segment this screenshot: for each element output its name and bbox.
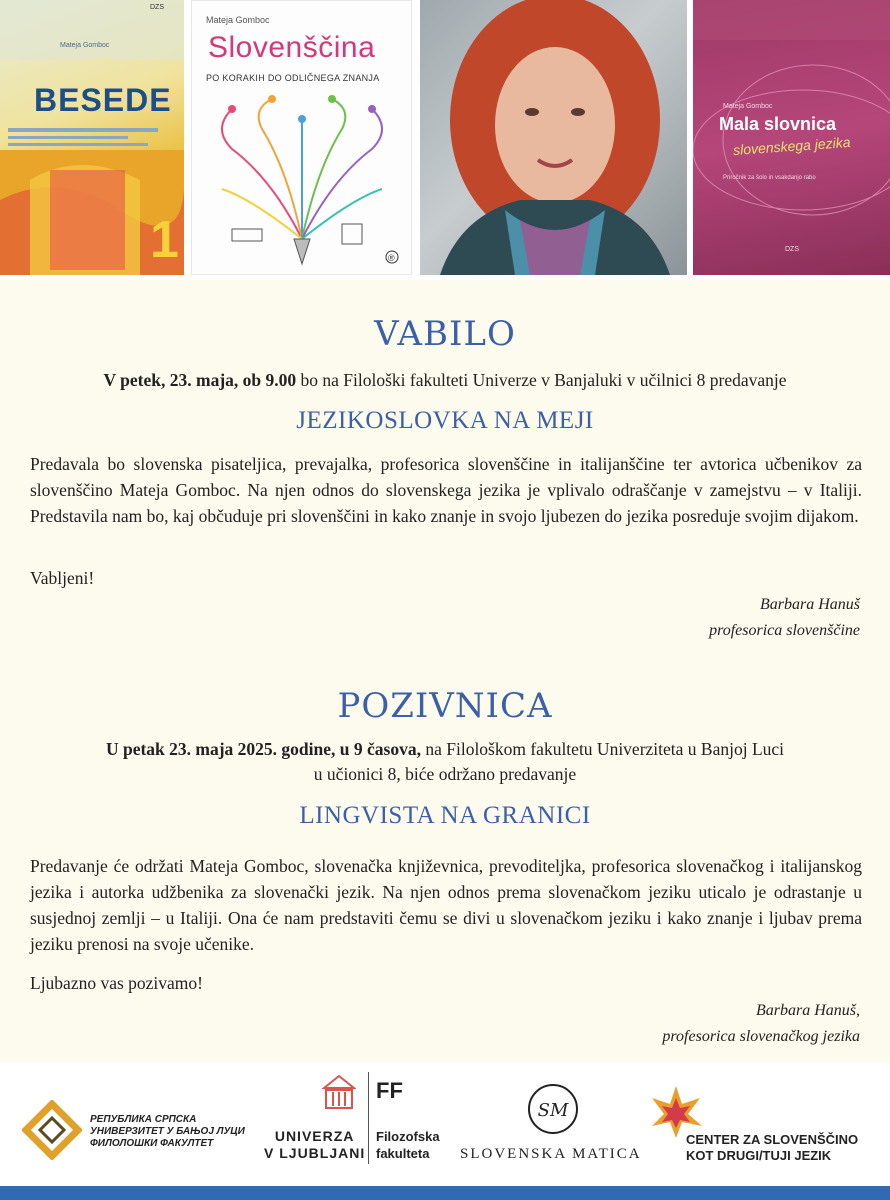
partner-logos-footer <box>0 1062 890 1186</box>
slovenscina-title: Slovenščina <box>208 31 376 64</box>
pozivnica-lecture-title: LINGVISTA NA GRANICI <box>299 802 591 829</box>
mala-slovnica-publisher: DZS <box>785 246 799 253</box>
pozivnica-signature-name: Barbara Hanuš, <box>755 1002 860 1019</box>
besede-book-cover <box>0 0 184 275</box>
slovenska-matica-monogram: SM <box>537 1100 569 1121</box>
banjaluka-university-logo-icon <box>22 1100 82 1160</box>
besede-title: BESEDE <box>34 82 172 118</box>
vabilo-date-rest: bo na Filološki fakulteti Univerze v Banjaluki v učilnici 8 predavanje <box>296 370 787 390</box>
registered-mark: ® <box>388 253 395 263</box>
ljubljana-university-name: UNIVERZA V LJUBLJANI <box>264 1128 366 1161</box>
logo-divider <box>368 1072 369 1164</box>
pozivnica-paragraph: Predavanje će održati Mateja Gomboc, slovenačka književnica, prevoditeljka, profesorica slovenačkog i italijanskog jezika i autorka udžbenika za slovenački jezik. Na njen odnos prema slovenačkom jeziku uticalo je odrastanje u susjednoj zemlji – u Italiji. Ona će nam predstaviti čemu se divi u slovenačkom jeziku i kako znanje i ljubav prema jeziku prenosi na svoje učenike. <box>30 856 862 954</box>
banjaluka-university-name: РЕПУБЛИКА СРПСКА УНИВЕРЗИТЕТ У БАЊОЈ ЛУЦИ ФИЛОЛОШКИ ФАКУЛТЕТ <box>90 1114 245 1149</box>
pozivnica-date-line-2: u učionici 8, biće održano predavanje <box>313 764 577 784</box>
vabilo-signature-role: profesorica slovenščine <box>709 622 860 639</box>
slovenscina-subtitle: PO KORAKIH DO ODLIČNEGA ZNANJA <box>206 73 380 83</box>
pozivnica-date-rest: na Filološkom fakultetu Univerziteta u Banjoj Luci <box>420 739 785 759</box>
ff-logo-mark: FF <box>376 1078 403 1103</box>
besede-publisher: DZS <box>150 4 164 11</box>
mala-slovnica-author: Mateja Gomboc <box>723 103 773 110</box>
besede-author: Mateja Gomboc <box>60 42 110 49</box>
pozivnica-date-line <box>0 739 890 760</box>
pozivnica-date-bold: U petak 23. maja 2025. godine, u 9 časova, <box>105 739 421 759</box>
filozofska-fakulteta-name: Filozofska fakulteta <box>376 1129 440 1161</box>
pozivnica-greeting: Ljubazno vas pozivamo! <box>30 973 204 993</box>
slovenska-matica-logo-icon <box>526 1082 580 1136</box>
pozivnica-signature-role: profesorica slovenačkog jezika <box>662 1028 860 1045</box>
vabilo-heading: VABILO <box>374 314 516 354</box>
center-slovenscina-name: CENTER ZA SLOVENŠČINO KOT DRUGI/TUJI JEZIK <box>686 1132 859 1163</box>
mala-slovnica-subtitle: slovenskega jezika <box>732 133 851 159</box>
mala-slovnica-tagline: Priročnik za šolo in vsakdanjo rabo <box>723 175 816 181</box>
besede-number: 1 <box>150 211 179 269</box>
slovenscina-author: Mateja Gomboc <box>206 15 270 25</box>
cover-image-strip <box>0 0 890 280</box>
vabilo-lecture-title: JEZIKOSLOVKA NA MEJI <box>296 407 594 434</box>
slovenska-matica-name: SLOVENSKA MATICA <box>460 1146 642 1162</box>
pozivnica-heading: POZIVNICA <box>337 686 553 726</box>
ljubljana-university-building-icon <box>322 1074 356 1112</box>
portrait-illustration <box>420 0 687 275</box>
mala-slovnica-title: Mala slovnica <box>719 114 837 134</box>
mala-slovnica-book-cover <box>693 0 890 275</box>
vabilo-date-line <box>0 370 890 391</box>
bottom-color-bar <box>0 1186 890 1200</box>
pencil-tree-illustration <box>192 89 412 275</box>
vabilo-greeting: Vabljeni! <box>30 568 95 588</box>
author-portrait-photo <box>420 0 687 275</box>
vabilo-paragraph: Predavala bo slovenska pisateljica, prevajalka, profesorica slovenščine in italijanščine ter avtorica učbenikov za slovenščino Mateja Gomboc. Na njen odnos do slovenskega jezika je vplivalo odraščanje v zamejstvu – v Italiji. Predstavila nam bo, kaj občuduje pri slovenščini in kako znanje in svojo ljubezen do jezika posreduje svojim dijakom. <box>30 454 862 526</box>
slovenscina-book-cover <box>191 0 412 275</box>
vabilo-date-bold: V petek, 23. maja, ob 9.00 <box>103 370 297 390</box>
vabilo-signature-name: Barbara Hanuš <box>759 596 860 613</box>
